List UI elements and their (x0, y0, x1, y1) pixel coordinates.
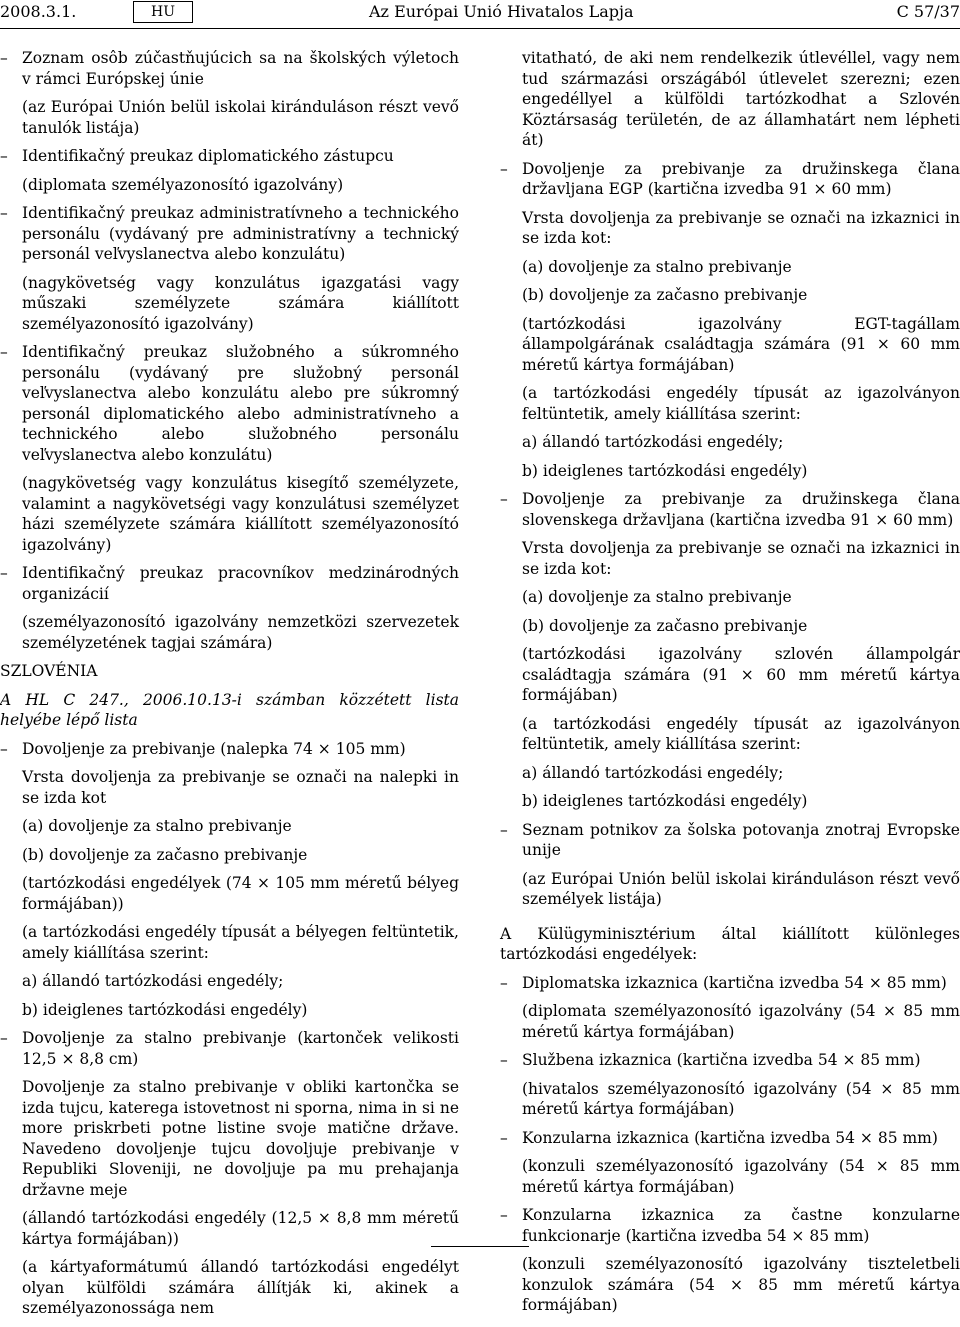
journal-title: Az Európai Unió Hivatalos Lapja (369, 2, 634, 21)
paragraph: (tartózkodási engedélyek (74 × 105 mm méretű bélyeg formájában)) (22, 874, 459, 913)
footer-divider (431, 1246, 529, 1247)
paragraph: b) ideiglenes tartózkodási engedély) (22, 1000, 308, 1019)
language-badge: HU (133, 1, 193, 23)
paragraph: Dovoljenje za stalno prebivanje v obliki kartončka se izda tujcu, katerega istovetnost ni sporna, nima in si ne more priskrbeti potne listine svoje matične države. Navedeno dovoljenje tujcu dovoljuje prebivanje v Republiki Sloveniji, ne dovoljuje pa mu prehajanja državne meje (22, 1078, 459, 1199)
paragraph: a) állandó tartózkodási engedély; (22, 972, 284, 990)
header-divider (0, 28, 960, 29)
list-item: – Dovoljenje za prebivanje za družinskega člana slovenskega državljana (kartična izvedba 91 × 60 mm) (500, 489, 960, 530)
paragraph: b) ideiglenes tartózkodási engedély) (522, 792, 808, 810)
paragraph: (a tartózkodási engedély típusát az igazolványon feltüntetik, amely kiállítása szerint: (522, 714, 960, 753)
paragraph: (nagykövetség vagy konzulátus igazgatási vagy műszaki személyzete számára kiállított személyazonosító igazolvány) (22, 273, 459, 333)
paragraph: SZLOVÉNIA (0, 662, 98, 680)
paragraph: (a) dovoljenje za stalno prebivanje (522, 588, 792, 606)
list-item: – Dovoljenje za prebivanje za družinskega člana državljana EGP (kartična izvedba 91 × 60 mm) (500, 159, 960, 200)
paragraph: (tartózkodási igazolvány szlovén állampolgár családtagja számára (91 × 60 mm méretű kártya formájában) (522, 645, 960, 704)
paragraph: (a) dovoljenje za stalno prebivanje (522, 257, 792, 276)
paragraph: vitatható, de aki nem rendelkezik útlevéllel, vagy nem tud származási országából útlevelet szerezni; ezen engedéllyel a külföldi tartózkodhat a Szlovén Köztársaság területén, de az államhatárt nem lépheti át) (522, 49, 960, 149)
paragraph: (diplomata személyazonosító igazolvány) (22, 175, 344, 194)
list-item: – Identifikačný preukaz diplomatického zástupcu (0, 146, 459, 167)
paragraph: Vrsta dovoljenja za prebivanje se označi na izkaznici in se izda kot: (522, 208, 960, 247)
paragraph: (b) dovoljenje za začasno prebivanje (522, 286, 808, 304)
paragraph: (a tartózkodási engedély típusát a bélyegen feltüntetik, amely kiállítása szerint: (22, 923, 459, 962)
paragraph: Vrsta dovoljenja za prebivanje se označi na nalepki in se izda kot (22, 768, 459, 807)
paragraph: (konzuli személyazonosító igazolvány (54 × 85 mm méretű kártya formájában) (522, 1157, 960, 1196)
list-item: – Identifikačný preukaz služobného a súkromného personálu (vydávaný pre služobný personál veľvyslanectva alebo konzulátu alebo pre súkromný personál diplomatického alebo administratívneho a technického alebo služobného personálu veľvyslanectva alebo konzulátu) (0, 342, 459, 465)
paragraph: (az Európai Unión belül iskolai kiránduláson részt vevő tanulók listája) (22, 98, 459, 137)
paragraph: (tartózkodási igazolvány EGT-tagállam állampolgárának családtagja számára (91 × 60 mm méretű kártya formájában) (522, 314, 960, 374)
list-item: – Zoznam osôb zúčastňujúcich sa na školských výletoch v rámci Európskej únie (0, 48, 459, 89)
paragraph: Vrsta dovoljenja za prebivanje se označi na izkaznici in se izda kot: (522, 539, 960, 578)
paragraph: (a tartózkodási engedély típusát az igazolványon feltüntetik, amely kiállítása szerint: (522, 384, 960, 423)
paragraph: (b) dovoljenje za začasno prebivanje (522, 616, 808, 635)
publication-date: 2008.3.1. (0, 2, 77, 21)
list-item: – Dovoljenje za prebivanje (nalepka 74 × 105 mm) (0, 739, 459, 760)
paragraph: a) állandó tartózkodási engedély; (522, 763, 784, 782)
list-item: – Identifikačný preukaz administratívneho a technického personálu (vydávaný pre administratívny a technický personál veľvyslanectva alebo konzulátu) (0, 203, 459, 265)
paragraph: A Külügyminisztérium által kiállított különleges tartózkodási engedélyek: (500, 924, 960, 963)
page-header (0, 0, 960, 30)
paragraph: (hivatalos személyazonosító igazolvány (54 × 85 mm méretű kártya formájában) (522, 1079, 960, 1118)
paragraph: (állandó tartózkodási engedély (12,5 × 8,8 mm méretű kártya formájában)) (22, 1209, 459, 1248)
left-column (0, 48, 459, 1327)
list-item: – Identifikačný preukaz pracovníkov medzinárodných organizácií (0, 563, 459, 604)
list-item: – Konzularna izkaznica za častne konzularne funkcionarje (kartična izvedba 54 × 85 mm) (500, 1205, 960, 1246)
list-item: – Dovoljenje za stalno prebivanje (kartonček velikosti 12,5 × 8,8 cm) (0, 1028, 459, 1069)
paragraph: (személyazonosító igazolvány nemzetközi szervezetek személyzetének tagjai számára) (22, 613, 459, 652)
list-item: – Diplomatska izkaznica (kartična izvedba 54 × 85 mm) (500, 973, 960, 994)
right-column (500, 48, 960, 1324)
paragraph: b) ideiglenes tartózkodási engedély) (522, 461, 808, 480)
page-number: C 57/37 (896, 2, 960, 21)
paragraph: (b) dovoljenje za začasno prebivanje (22, 845, 308, 864)
list-item: – Seznam potnikov za šolska potovanja znotraj Evropske unije (500, 820, 960, 861)
paragraph: a) állandó tartózkodási engedély; (522, 433, 784, 451)
list-item: – Konzularna izkaznica (kartična izvedba 54 × 85 mm) (500, 1128, 960, 1149)
paragraph: (az Európai Unión belül iskolai kiránduláson részt vevő személyek listája) (522, 869, 960, 908)
paragraph: (konzuli személyazonosító igazolvány tiszteletbeli konzulok számára (54 × 85 mm méretű kártya formájában) (522, 1255, 960, 1314)
paragraph: (a) dovoljenje za stalno prebivanje (22, 817, 292, 835)
paragraph: (a kártyaformátumú állandó tartózkodási engedélyt olyan külföldi számára állítják ki, akinek a személyazonossága nem (22, 1258, 459, 1317)
paragraph: (diplomata személyazonosító igazolvány (54 × 85 mm méretű kártya formájában) (522, 1002, 960, 1041)
paragraph: A HL C 247., 2006.10.13-i számban közzétett lista helyébe lépő lista (0, 690, 459, 729)
list-item: – Službena izkaznica (kartična izvedba 54 × 85 mm) (500, 1050, 960, 1071)
paragraph: (nagykövetség vagy konzulátus kisegítő személyzete, valamint a nagykövetségi vagy konzulátusi személyzet házi személyzete számára kiállított személyazonosító igazolvány) (22, 474, 459, 554)
